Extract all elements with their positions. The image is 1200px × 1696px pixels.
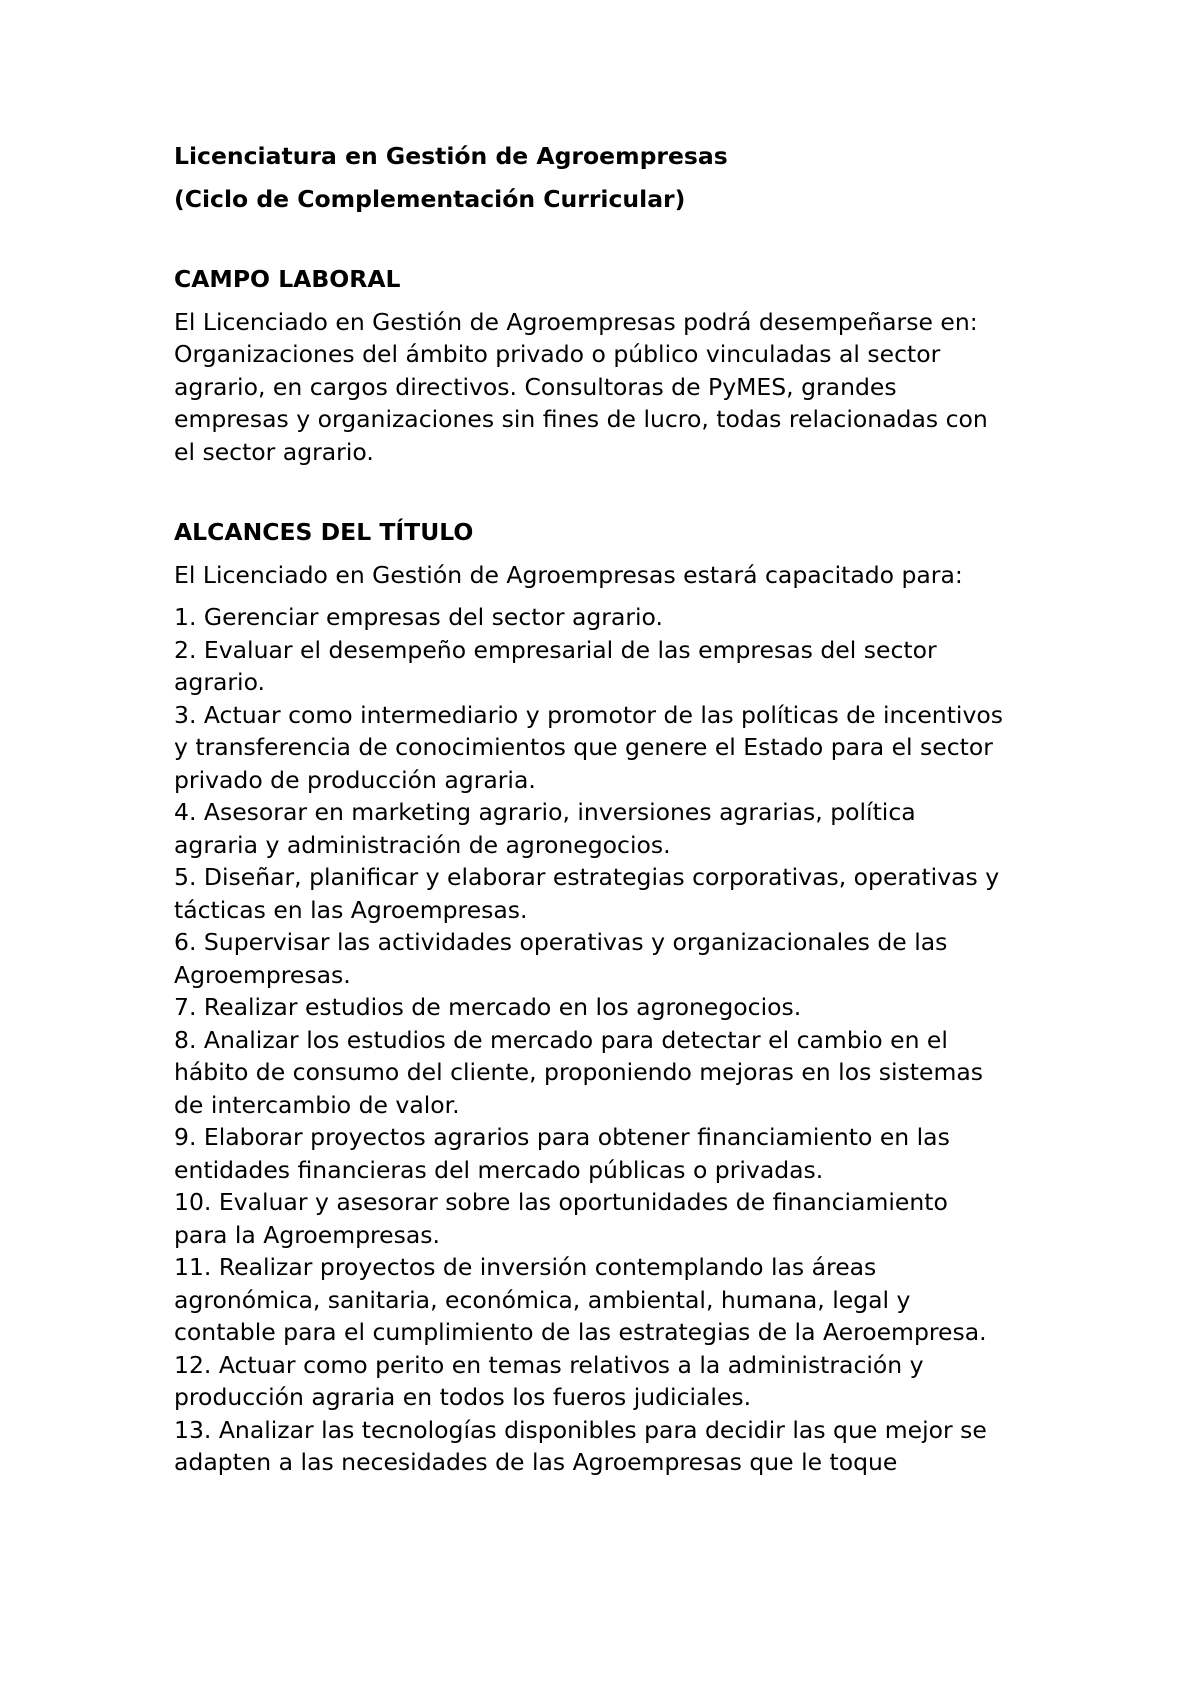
alcances-list: [174, 601, 1054, 1479]
document-title: Licenciatura en Gestión de Agroempresas: [174, 142, 728, 170]
list-line: tácticas en las Agroempresas.: [174, 895, 528, 924]
list-line: 4. Asesorar en marketing agrario, inversiones agrarias, política: [174, 798, 916, 826]
list-line: entidades financieras del mercado públicas o privadas.: [174, 1155, 824, 1184]
alcances-section: [174, 516, 1054, 1479]
list-line: de intercambio de valor.: [174, 1090, 460, 1119]
list-line: 8. Analizar los estudios de mercado para detectar el cambio en el: [174, 1025, 948, 1054]
list-line: agronómica, sanitaria, económica, ambiental, humana, legal y: [174, 1285, 911, 1314]
paragraph-line: El Licenciado en Gestión de Agroempresas podrá desempeñarse en:: [174, 307, 978, 336]
campo-laboral-section: [174, 263, 1054, 468]
list-line: para la Agroempresas.: [174, 1220, 440, 1249]
paragraph-line: empresas y organizaciones sin fines de lucro, todas relacionadas con: [174, 405, 988, 433]
list-line: 9. Elaborar proyectos agrarios para obtener financiamiento en las: [174, 1123, 950, 1151]
document-page: [174, 140, 1054, 1479]
list-line: adapten a las necesidades de las Agroempresas que le toque: [174, 1448, 898, 1476]
list-line: 6. Supervisar las actividades operativas y organizacionales de las: [174, 928, 948, 956]
list-line: agrario.: [174, 668, 266, 696]
list-line: 7. Realizar estudios de mercado en los agronegocios.: [174, 993, 802, 1021]
campo-laboral-paragraph: [174, 306, 1054, 469]
list-line: 5. Diseñar, planificar y elaborar estrategias corporativas, operativas y: [174, 863, 1000, 891]
alcances-intro: El Licenciado en Gestión de Agroempresas estará capacitado para:: [174, 560, 963, 589]
paragraph-line: el sector agrario.: [174, 437, 374, 466]
list-line: 3. Actuar como intermediario y promotor de las políticas de incentivos: [174, 700, 1003, 729]
list-line: y transferencia de conocimientos que genere el Estado para el sector: [174, 733, 993, 761]
alcances-heading: ALCANCES DEL TÍTULO: [174, 518, 474, 546]
list-line: 13. Analizar las tecnologías disponibles para decidir las que mejor se: [174, 1415, 987, 1444]
list-line: 1. Gerenciar empresas del sector agrario.: [174, 603, 663, 631]
list-line: producción agraria en todos los fueros judiciales.: [174, 1383, 752, 1411]
list-line: 12. Actuar como perito en temas relativos a la administración y: [174, 1350, 924, 1379]
list-line: 11. Realizar proyectos de inversión contemplando las áreas: [174, 1253, 877, 1281]
paragraph-line: agrario, en cargos directivos. Consultoras de PyMES, grandes: [174, 372, 897, 401]
list-line: contable para el cumplimiento de las estrategias de la Aeroempresa.: [174, 1318, 987, 1346]
list-line: agraria y administración de agronegocios.: [174, 830, 671, 859]
document-subtitle: (Ciclo de Complementación Curricular): [174, 184, 686, 213]
list-line: hábito de consumo del cliente, proponiendo mejoras en los sistemas: [174, 1058, 984, 1086]
list-line: privado de producción agraria.: [174, 765, 536, 794]
paragraph-line: Organizaciones del ámbito privado o público vinculadas al sector: [174, 340, 941, 368]
list-line: 2. Evaluar el desempeño empresarial de las empresas del sector: [174, 635, 937, 664]
list-line: 10. Evaluar y asesorar sobre las oportunidades de financiamiento: [174, 1188, 948, 1216]
list-line: Agroempresas.: [174, 960, 351, 989]
campo-laboral-heading: CAMPO LABORAL: [174, 265, 401, 293]
